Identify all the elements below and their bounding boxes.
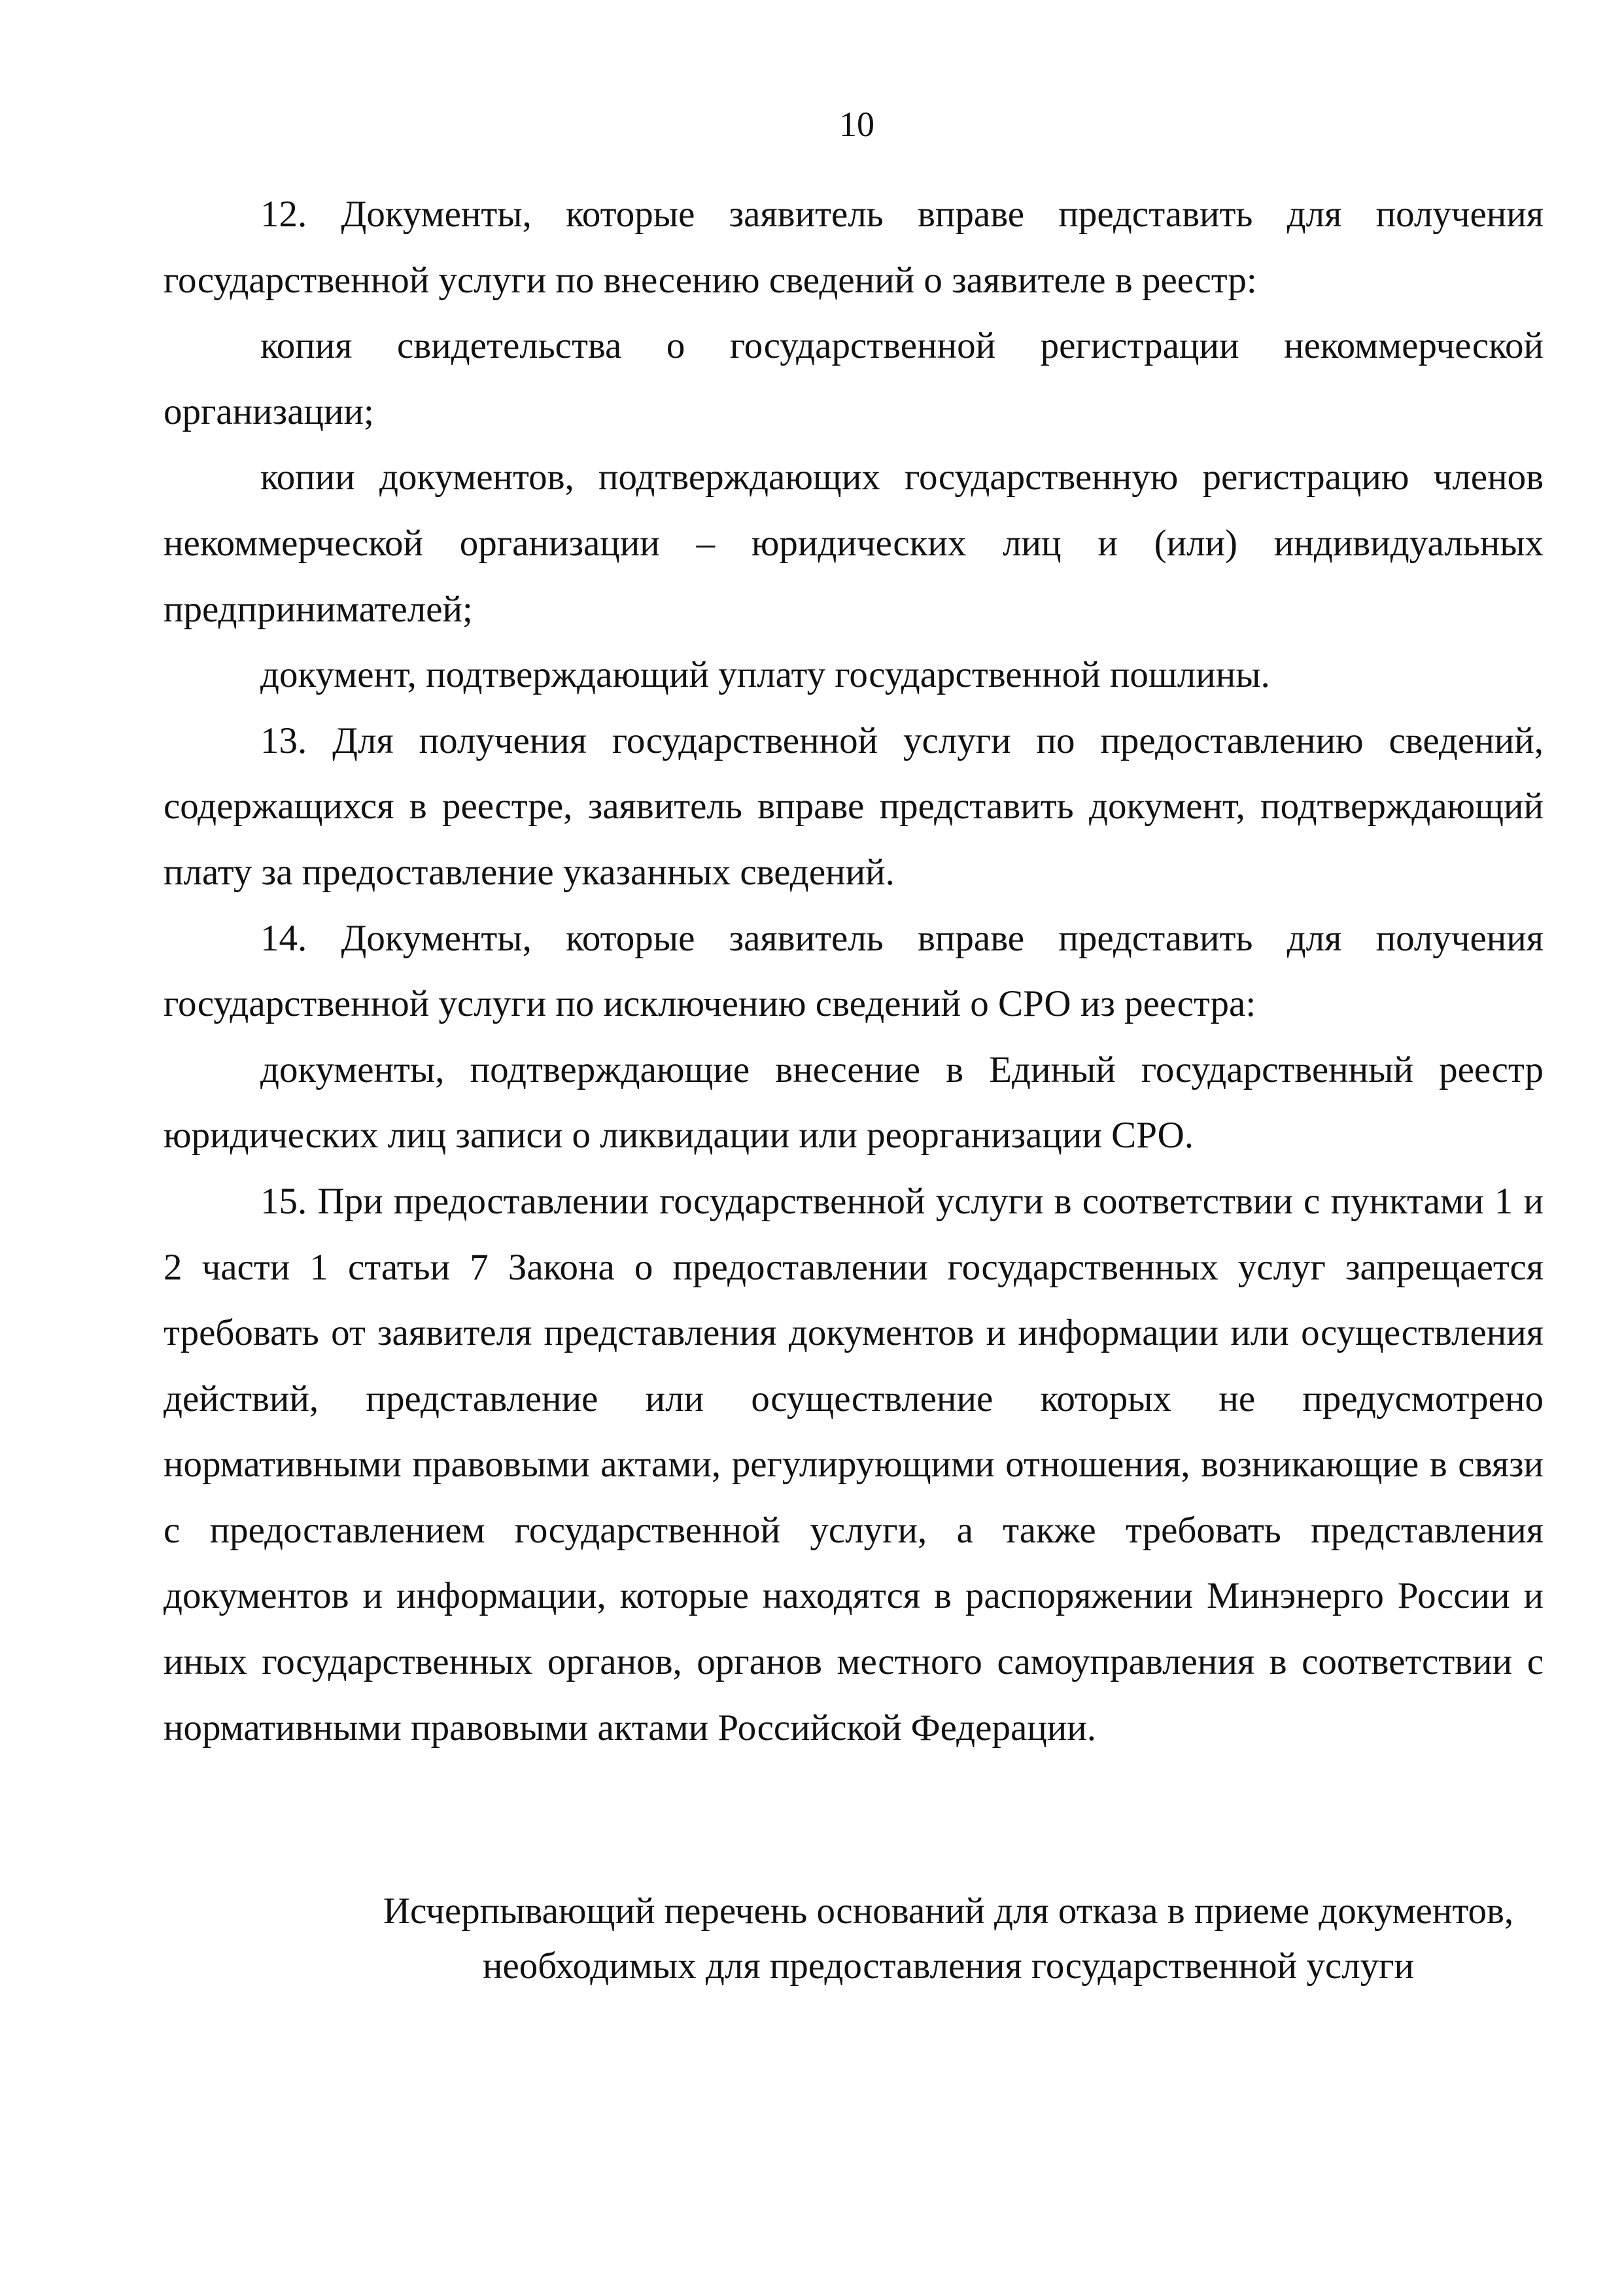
page-number: 10 [839,105,874,144]
paragraph-15: 15. При предоставлении государственной услуги в соответствии с пунктами 1 и 2 части 1 статьи 7 Закона о предоставлении государственных услуг запрещается требовать от заявителя представления документов и информации или осуществления действий, представление или осуществление которых не предусмотрено нормативными правовыми актами, регулирующими отношения, возникающие в связи с предоставлением государственной услуги, а также требовать представления документов и информации, которые находятся в распоряжении Минэнерго России и иных государственных органов, органов местного самоуправления в соответствии с нормативными правовыми актами Российской Федерации. [164,1180,1544,1748]
section-heading-line-1: Исчерпывающий перечень оснований для отказа в приеме документов, [383,1890,1514,1932]
paragraph-12: 12. Документы, которые заявитель вправе представить для получения государственной услуги по внесению сведений о заявителе в реестр: [164,194,1544,301]
paragraph-12-item-members: копии документов, подтверждающих государственную регистрацию членов некоммерческой организации – юридических лиц и (или) индивидуальных предпринимателей; [164,457,1544,630]
paragraph-14: 14. Документы, которые заявитель вправе представить для получения государственной услуги по исключению сведений о СРО из реестра: [164,917,1544,1025]
paragraph-14-item-registry: документы, подтверждающие внесение в Единый государственный реестр юридических лиц записи о ликвидации или реорганизации СРО. [164,1049,1544,1157]
document-body [164,182,1544,1761]
section-heading [164,1884,1624,1994]
paragraph-12-item-fee: документ, подтверждающий уплату государственной пошлины. [260,654,1270,696]
paragraph-12-item-certificate: копия свидетельства о государственной регистрации некоммерческой организации; [164,325,1544,432]
paragraph-13: 13. Для получения государственной услуги по предоставлению сведений, содержащихся в реестре, заявитель вправе представить документ, подтверждающий плату за предоставление указанных сведений. [164,720,1544,893]
section-heading-line-2: необходимых для предоставления государственной услуги [482,1945,1415,1987]
